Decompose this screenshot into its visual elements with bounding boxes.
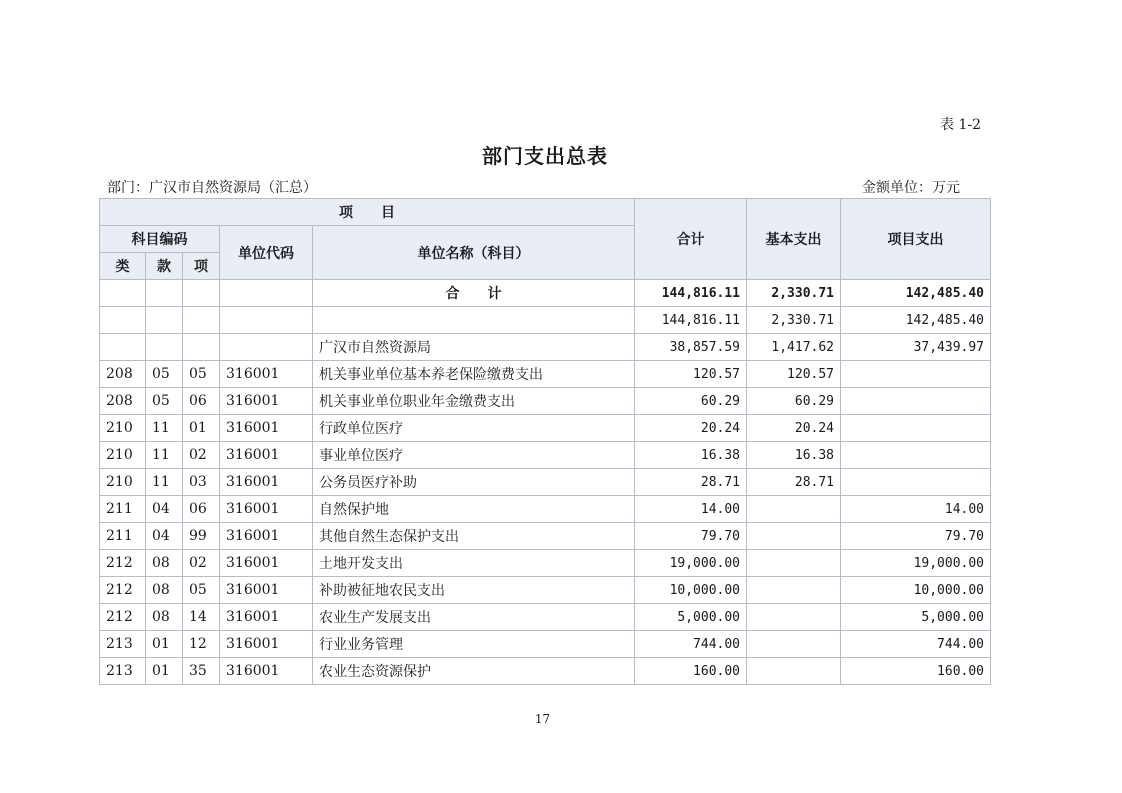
total-cell: 20.24 [635,415,747,442]
project-cell [841,361,991,388]
section-cell: 01 [146,631,183,658]
subject-name-cell: 补助被征地农民支出 [313,577,635,604]
total-label: 合 计 [313,280,635,307]
total-cell: 19,000.00 [635,550,747,577]
subject-name-cell: 机关事业单位职业年金缴费支出 [313,388,635,415]
header-category: 类 [100,253,146,280]
total-cell: 14.00 [635,496,747,523]
header-unit-code: 单位代码 [220,226,313,280]
basic-cell: 20.24 [747,415,841,442]
total-cell: 16.38 [635,442,747,469]
unit-total: 38,857.59 [635,334,747,361]
entry-cell: 01 [183,415,220,442]
entry-cell: 02 [183,442,220,469]
table-row [100,604,991,631]
section-cell: 04 [146,496,183,523]
unit-row [100,334,991,361]
unit-code-cell: 316001 [220,442,313,469]
project-cell: 160.00 [841,658,991,685]
basic-cell: 16.38 [747,442,841,469]
basic-cell [747,496,841,523]
entry-cell: 99 [183,523,220,550]
unit-project: 37,439.97 [841,334,991,361]
project-cell: 79.70 [841,523,991,550]
total-total: 144,816.11 [635,280,747,307]
subject-name-cell: 事业单位医疗 [313,442,635,469]
table-row [100,442,991,469]
entry-cell: 02 [183,550,220,577]
table-row [100,469,991,496]
basic-cell: 120.57 [747,361,841,388]
department-label: 部门：广汉市自然资源局（汇总） [107,180,317,196]
total-cell: 60.29 [635,388,747,415]
basic-cell [747,604,841,631]
category-cell: 210 [100,442,146,469]
subject-name-cell: 自然保护地 [313,496,635,523]
category-cell: 213 [100,658,146,685]
entry-cell: 05 [183,577,220,604]
unit-basic: 1,417.62 [747,334,841,361]
basic-cell: 60.29 [747,388,841,415]
subject-name-cell: 其他自然生态保护支出 [313,523,635,550]
header-item: 项 目 [100,199,635,226]
category-cell: 212 [100,577,146,604]
page-number: 17 [534,712,551,726]
category-cell: 211 [100,523,146,550]
basic-cell [747,631,841,658]
header-subject-code: 科目编码 [100,226,220,253]
section-cell: 08 [146,604,183,631]
table-row [100,415,991,442]
unit-name: 广汉市自然资源局 [313,334,635,361]
section-cell: 08 [146,550,183,577]
unit-code-cell: 316001 [220,550,313,577]
category-cell: 208 [100,388,146,415]
table-row [100,496,991,523]
total-row [100,280,991,307]
total-cell: 79.70 [635,523,747,550]
entry-cell: 35 [183,658,220,685]
entry-cell: 12 [183,631,220,658]
total-cell: 744.00 [635,631,747,658]
header-unit-name: 单位名称（科目） [313,226,635,280]
project-cell [841,415,991,442]
total-basic: 2,330.71 [747,280,841,307]
entry-cell: 06 [183,496,220,523]
basic-cell [747,550,841,577]
header-total: 合计 [635,199,747,280]
table-number: 表 1-2 [940,117,981,133]
header-basic: 基本支出 [747,199,841,280]
project-cell [841,388,991,415]
project-cell: 5,000.00 [841,604,991,631]
total-cell: 5,000.00 [635,604,747,631]
table-row [100,388,991,415]
subtotal-row [100,307,991,334]
subject-name-cell: 公务员医疗补助 [313,469,635,496]
unit-label: 金额单位：万元 [862,180,960,196]
entry-cell: 03 [183,469,220,496]
subtotal-total: 144,816.11 [635,307,747,334]
section-cell: 01 [146,658,183,685]
section-cell: 08 [146,577,183,604]
project-cell [841,442,991,469]
section-cell: 11 [146,415,183,442]
project-cell: 10,000.00 [841,577,991,604]
category-cell: 210 [100,469,146,496]
unit-code-cell: 316001 [220,631,313,658]
table-row [100,550,991,577]
project-cell [841,469,991,496]
category-cell: 210 [100,415,146,442]
category-cell: 213 [100,631,146,658]
section-cell: 11 [146,442,183,469]
total-cell: 28.71 [635,469,747,496]
basic-cell [747,523,841,550]
category-cell: 211 [100,496,146,523]
subject-name-cell: 农业生态资源保护 [313,658,635,685]
section-cell: 05 [146,388,183,415]
header-section: 款 [146,253,183,280]
category-cell: 212 [100,550,146,577]
project-cell: 14.00 [841,496,991,523]
category-cell: 208 [100,361,146,388]
table-row [100,577,991,604]
unit-code-cell: 316001 [220,577,313,604]
section-cell: 11 [146,469,183,496]
subject-name-cell: 土地开发支出 [313,550,635,577]
entry-cell: 05 [183,361,220,388]
unit-code-cell: 316001 [220,388,313,415]
total-cell: 120.57 [635,361,747,388]
table-row [100,361,991,388]
subject-name-cell: 机关事业单位基本养老保险缴费支出 [313,361,635,388]
unit-code-cell: 316001 [220,415,313,442]
header-entry: 项 [183,253,220,280]
unit-code-cell: 316001 [220,361,313,388]
total-project: 142,485.40 [841,280,991,307]
table-row [100,523,991,550]
category-cell: 212 [100,604,146,631]
unit-code-cell: 316001 [220,604,313,631]
basic-cell [747,658,841,685]
table-row [100,631,991,658]
unit-code-cell: 316001 [220,523,313,550]
subject-name-cell: 农业生产发展支出 [313,604,635,631]
table-row [100,658,991,685]
subtotal-project: 142,485.40 [841,307,991,334]
unit-code-cell: 316001 [220,658,313,685]
project-cell: 744.00 [841,631,991,658]
unit-code-cell: 316001 [220,469,313,496]
subject-name-cell: 行业业务管理 [313,631,635,658]
total-cell: 160.00 [635,658,747,685]
page-title: 部门支出总表 [482,144,608,168]
total-cell: 10,000.00 [635,577,747,604]
entry-cell: 14 [183,604,220,631]
section-cell: 05 [146,361,183,388]
basic-cell: 28.71 [747,469,841,496]
basic-cell [747,577,841,604]
header-project: 项目支出 [841,199,991,280]
project-cell: 19,000.00 [841,550,991,577]
entry-cell: 06 [183,388,220,415]
expenditure-table [99,198,991,685]
subject-name-cell: 行政单位医疗 [313,415,635,442]
section-cell: 04 [146,523,183,550]
unit-code-cell: 316001 [220,496,313,523]
subtotal-basic: 2,330.71 [747,307,841,334]
